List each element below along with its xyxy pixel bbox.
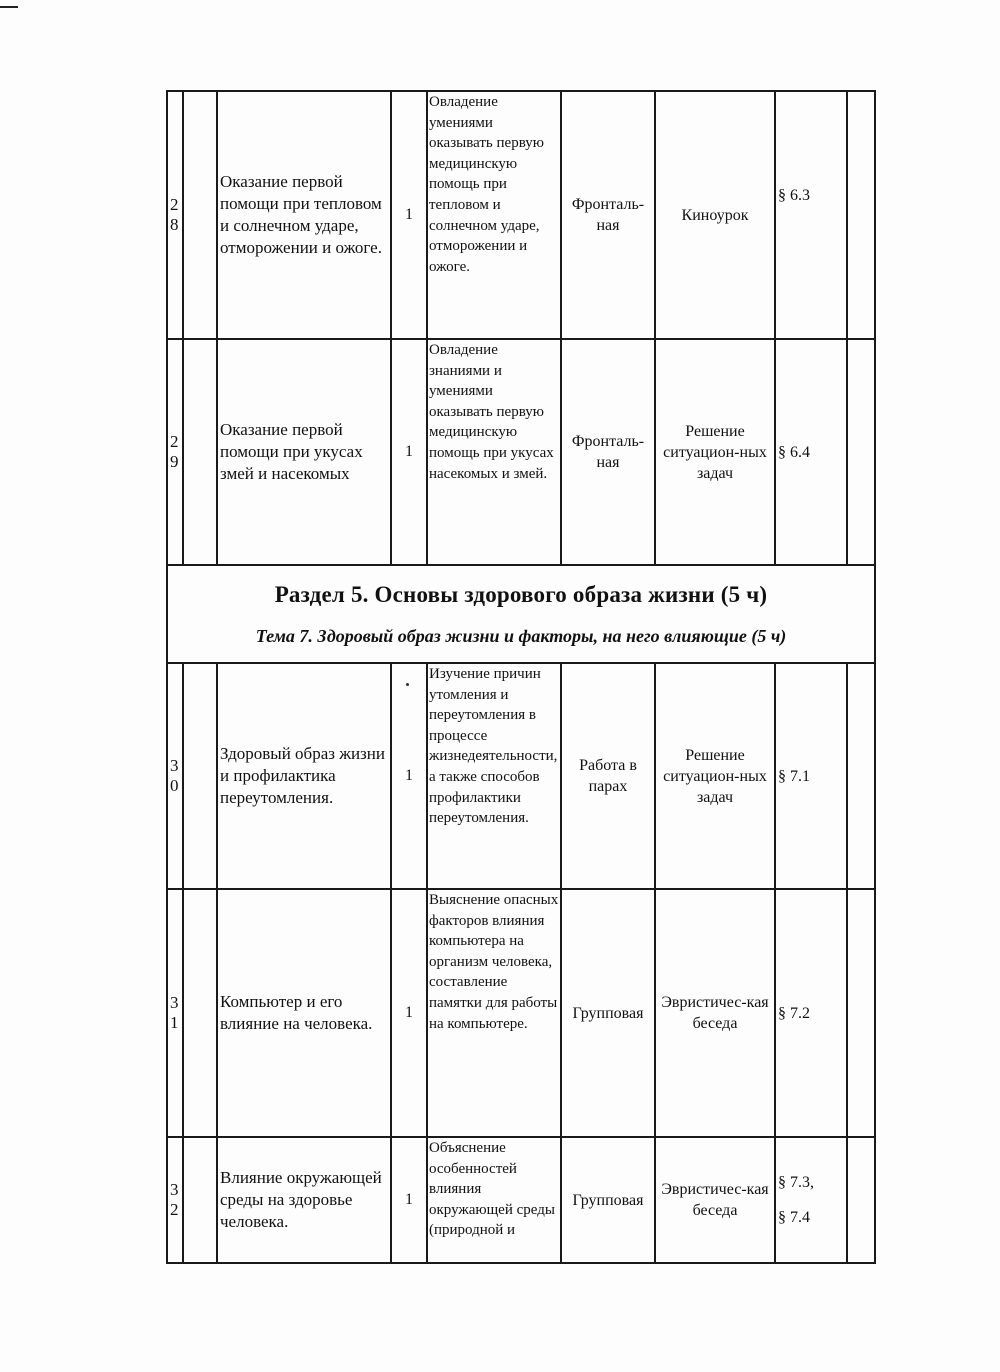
lesson-number: 2 8 xyxy=(167,91,183,339)
notes-cell xyxy=(847,339,875,565)
notes-cell xyxy=(847,1137,875,1263)
lesson-form: Групповая xyxy=(561,889,655,1137)
lesson-number: 3 0 xyxy=(167,663,183,889)
lesson-activity: Выяснение опасных факторов влияния компьютера на организм человека, составление памятки для работы на компьютере. xyxy=(427,889,561,1137)
date-cell xyxy=(183,339,217,565)
lesson-hours: 1 xyxy=(391,889,427,1137)
lesson-hours: 1 xyxy=(391,91,427,339)
lesson-number: 2 9 xyxy=(167,339,183,565)
date-cell xyxy=(183,663,217,889)
lesson-paragraph: § 7.2 xyxy=(775,889,847,1137)
table-row xyxy=(167,889,875,1137)
date-cell xyxy=(183,1137,217,1263)
notes-cell xyxy=(847,663,875,889)
lesson-topic: Здоровый образ жизни и профилактика переутомления. xyxy=(217,663,391,889)
notes-cell xyxy=(847,91,875,339)
lesson-form: Групповая xyxy=(561,1137,655,1263)
topic-title: Тема 7. Здоровый образ жизни и факторы, на него влияющие (5 ч) xyxy=(255,625,787,646)
notes-cell xyxy=(847,889,875,1137)
lesson-type: Эвристичес-кая беседа xyxy=(655,1137,775,1263)
lesson-form: Фронталь-ная xyxy=(561,91,655,339)
lesson-paragraph: § 6.4 xyxy=(775,339,847,565)
lesson-hours: 1 xyxy=(391,1137,427,1263)
date-cell xyxy=(183,91,217,339)
table-row xyxy=(167,91,875,339)
lesson-type: Эвристичес-кая беседа xyxy=(655,889,775,1137)
date-cell xyxy=(183,889,217,1137)
scan-corner-mark xyxy=(0,6,18,8)
lesson-hours: 1 xyxy=(391,339,427,565)
section-header xyxy=(167,565,875,663)
scan-speck xyxy=(406,683,409,686)
table-row xyxy=(167,663,875,889)
lesson-hours: 1 xyxy=(391,663,427,889)
table-row xyxy=(167,339,875,565)
lesson-topic: Оказание первой помощи при тепловом и солнечном ударе, отморожении и ожоге. xyxy=(217,91,391,339)
lesson-topic: Влияние окружающей среды на здоровье человека. xyxy=(217,1137,391,1263)
lesson-type: Решение ситуацион-ных задач xyxy=(655,339,775,565)
lesson-activity: Объяснение особенностей влияния окружающей среды (природной и xyxy=(427,1137,561,1263)
lesson-type: Киноурок xyxy=(655,91,775,339)
lesson-form: Работа в парах xyxy=(561,663,655,889)
section-title: Раздел 5. Основы здорового образа жизни (5 ч) xyxy=(274,581,768,607)
lesson-plan-table xyxy=(166,90,876,1264)
section-header-row xyxy=(167,565,875,663)
lesson-paragraph: § 7.1 xyxy=(775,663,847,889)
lesson-activity: Овладение умениями оказывать первую медицинскую помощь при тепловом и солнечном ударе, отморожении и ожоге. xyxy=(427,91,561,339)
lesson-number: 3 2 xyxy=(167,1137,183,1263)
lesson-paragraph: § 6.3 xyxy=(775,91,847,339)
lesson-paragraph: § 7.3, § 7.4 xyxy=(775,1137,847,1263)
lesson-activity: Овладение знаниями и умениями оказывать первую медицинскую помощь при укусах насекомых и змей. xyxy=(427,339,561,565)
lesson-form: Фронталь-ная xyxy=(561,339,655,565)
lesson-topic: Компьютер и его влияние на человека. xyxy=(217,889,391,1137)
lesson-activity: Изучение причин утомления и переутомления в процессе жизнедеятельности, а также способов профилактики переутомления. xyxy=(427,663,561,889)
lesson-type: Решение ситуацион-ных задач xyxy=(655,663,775,889)
lesson-topic: Оказание первой помощи при укусах змей и насекомых xyxy=(217,339,391,565)
lesson-number: 3 1 xyxy=(167,889,183,1137)
table-row xyxy=(167,1137,875,1263)
